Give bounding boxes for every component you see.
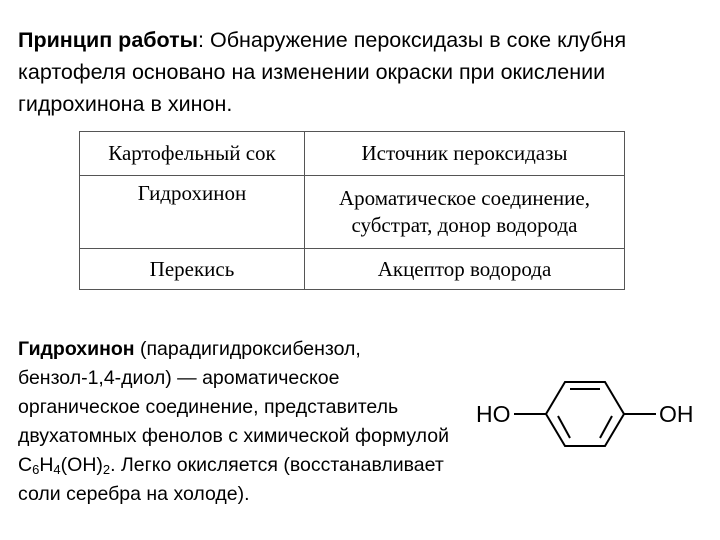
table-cell-role: Источник пероксидазы <box>305 132 625 176</box>
intro-text: : Обнаружение пероксидазы в соке клубня картофеля основано на изменении окраски при окислении гидрохинона в хинон. <box>18 28 627 116</box>
table-cell-reagent: Картофельный сок <box>80 132 305 176</box>
table-cell-reagent: Гидрохинон <box>80 176 305 249</box>
table-cell-role <box>305 176 625 249</box>
intro-label: Принцип работы <box>18 28 199 52</box>
formula-h: H <box>39 454 54 476</box>
description-text: (парадигидроксибензол, бензол-1,4-диол) — ароматическое органическое соединение, представитель двухатомных фенолов с химической формулой <box>18 338 449 447</box>
double-bond <box>600 416 612 438</box>
intro-paragraph <box>18 24 708 120</box>
hydroxyl-right: OH <box>659 401 694 427</box>
hydroquinone-structure <box>468 358 708 470</box>
formula-sub: 6 <box>32 462 40 477</box>
benzene-ring <box>546 382 624 446</box>
table-row <box>80 176 625 249</box>
formula-oh: (OH) <box>60 454 103 476</box>
description-term: Гидрохинон <box>18 338 135 360</box>
double-bond <box>558 416 570 438</box>
table-row <box>80 132 625 176</box>
formula-c: C <box>18 454 33 476</box>
role-line: Ароматическое соединение, <box>339 186 590 210</box>
table-cell-reagent: Перекись <box>80 249 305 290</box>
reagents-table <box>79 131 625 290</box>
hydroquinone-description <box>18 335 458 509</box>
description-text-end: . Легко окисляется (восстанавливает соли серебра на холоде). <box>18 454 444 505</box>
role-line: субстрат, донор водорода <box>351 213 578 237</box>
table-row <box>80 249 625 290</box>
formula-sub: 4 <box>53 462 61 477</box>
formula-sub: 2 <box>102 462 111 477</box>
hydroxyl-left: HO <box>476 401 511 427</box>
table-cell-role: Акцептор водорода <box>305 249 625 290</box>
